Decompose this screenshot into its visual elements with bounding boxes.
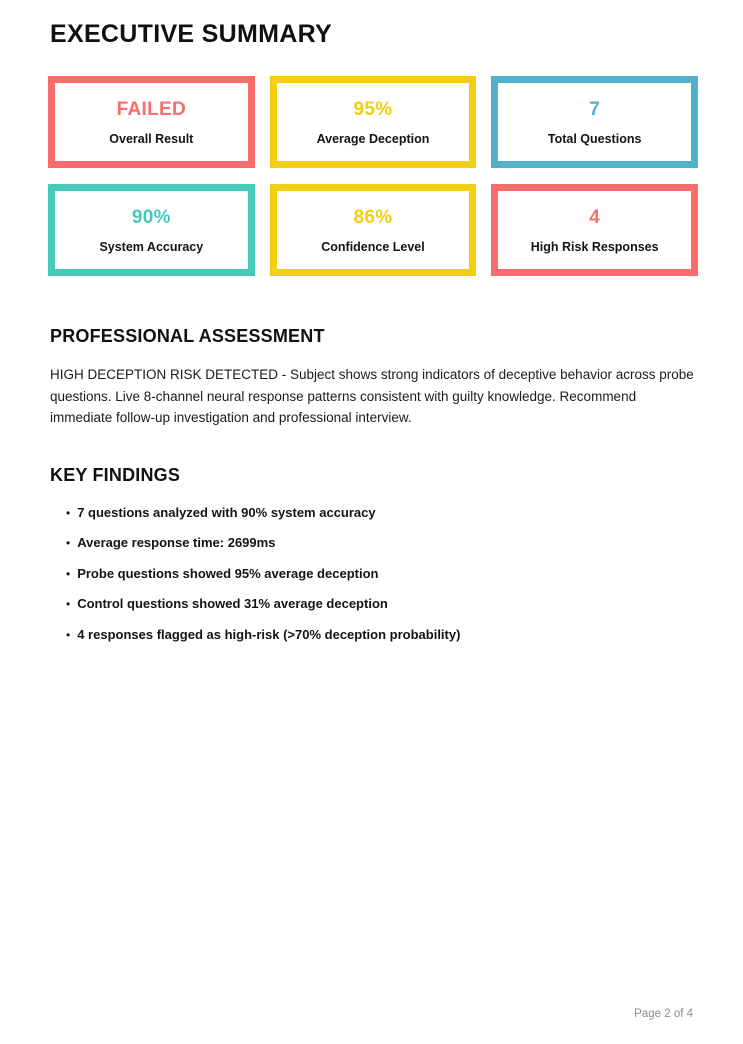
stat-value: 7 bbox=[589, 98, 601, 120]
list-item bbox=[66, 505, 695, 520]
page-title: EXECUTIVE SUMMARY bbox=[50, 20, 332, 48]
stat-card-average-deception bbox=[270, 76, 477, 168]
bullet-icon: • bbox=[66, 505, 71, 520]
bullet-icon: • bbox=[66, 597, 71, 611]
stat-label: Overall Result bbox=[109, 131, 194, 146]
bullet-icon: • bbox=[66, 536, 71, 550]
professional-assessment-heading: PROFESSIONAL ASSESSMENT bbox=[50, 326, 325, 346]
summary-stat-grid bbox=[48, 76, 698, 276]
stat-card-total-questions bbox=[491, 76, 698, 168]
stat-value: FAILED bbox=[116, 98, 186, 120]
finding-text: Control questions showed 31% average deception bbox=[77, 596, 388, 611]
stat-label: Average Deception bbox=[316, 131, 430, 146]
stat-card-overall-result bbox=[48, 76, 255, 168]
page-number: Page 2 of 4 bbox=[634, 1008, 693, 1020]
stat-label: High Risk Responses bbox=[530, 239, 659, 254]
finding-text: Probe questions showed 95% average deception bbox=[77, 565, 379, 581]
finding-text: 7 questions analyzed with 90% system accuracy bbox=[77, 504, 376, 520]
list-item bbox=[66, 566, 695, 581]
list-item bbox=[66, 596, 695, 611]
bullet-icon: • bbox=[66, 627, 71, 642]
stat-value: 90% bbox=[131, 206, 171, 228]
stat-label: System Accuracy bbox=[99, 239, 204, 254]
stat-card-high-risk-responses bbox=[491, 184, 698, 276]
key-findings-list bbox=[50, 505, 695, 642]
finding-text: Average response time: 2699ms bbox=[77, 535, 276, 550]
list-item bbox=[66, 627, 695, 642]
stat-value: 4 bbox=[589, 206, 601, 228]
stat-value: 95% bbox=[353, 98, 393, 120]
stat-label: Total Questions bbox=[547, 131, 642, 146]
stat-value: 86% bbox=[353, 206, 393, 228]
finding-text: 4 responses flagged as high-risk (>70% deception probability) bbox=[77, 626, 461, 642]
professional-assessment-body: HIGH DECEPTION RISK DETECTED - Subject shows strong indicators of deceptive behavior across probe questions. Live 8-channel neural response patterns consistent with guilty knowledge. Recommend immediate follow-up investigation and professional interview. bbox=[50, 367, 694, 425]
stat-card-system-accuracy bbox=[48, 184, 255, 276]
key-findings-heading: KEY FINDINGS bbox=[50, 464, 181, 485]
stat-label: Confidence Level bbox=[321, 239, 425, 254]
list-item bbox=[66, 535, 695, 550]
bullet-icon: • bbox=[66, 566, 71, 581]
stat-card-confidence-level bbox=[270, 184, 477, 276]
